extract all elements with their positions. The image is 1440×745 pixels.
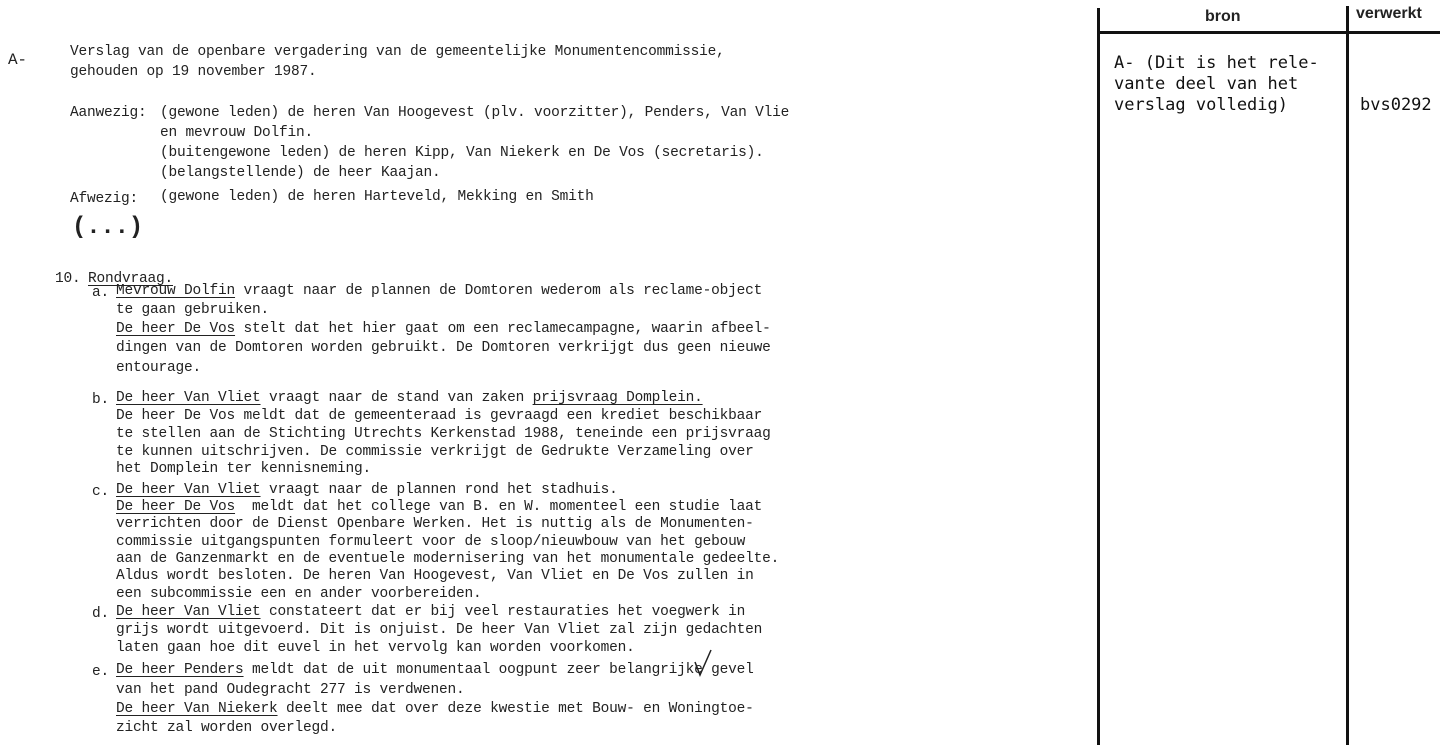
item-line (116, 408, 762, 424)
underlined-name: prijsvraag Domplein. (532, 390, 703, 406)
item-letter: c. (92, 484, 110, 500)
processed-value: bvs0292 (1360, 95, 1432, 115)
handwritten-checkmark-icon (693, 648, 713, 678)
present-line: (buitengewone leden) de heren Kipp, Van Niekerk en De Vos (secretaris). (160, 145, 764, 161)
item-text: een subcommissie een en ander voorbereiden. (116, 586, 482, 602)
omission-ellipsis: (...) (72, 214, 144, 241)
item-line (116, 640, 635, 656)
present-label: Aanwezig: (70, 105, 147, 121)
item-text: laten gaan hoe dit euvel in het vervolg kan worden voorkomen. (116, 640, 635, 656)
present-line: en mevrouw Dolfin. (160, 125, 314, 141)
present-line: (belangstellende) de heer Kaajan. (160, 165, 441, 181)
header-source: bron (1205, 8, 1241, 25)
table-border-left (1097, 8, 1100, 745)
item-text: te kunnen uitschrijven. De commissie verkrijgt de Gedrukte Verzameling over (116, 444, 754, 460)
table-border-middle (1346, 6, 1349, 745)
item-text: te stellen aan de Stichting Utrechts Kerkenstad 1988, teneinde een prijsvraag (116, 426, 771, 442)
item-text: vraagt naar de stand van zaken (260, 390, 533, 406)
item-line (116, 461, 371, 477)
title-line: gehouden op 19 november 1987. (70, 64, 317, 80)
item-line (116, 568, 754, 584)
absent-text: (gewone leden) de heren Harteveld, Mekking en Smith (160, 189, 594, 205)
item-letter: a. (92, 285, 110, 301)
item-letter: e. (92, 664, 110, 680)
section-number: 10. (55, 271, 81, 287)
absent-label: Afwezig: (70, 191, 139, 207)
item-line (116, 283, 762, 299)
item-line (116, 340, 771, 356)
underlined-name: De heer Van Vliet (116, 482, 261, 498)
item-text: Aldus wordt besloten. De heren Van Hoogevest, Van Vliet en De Vos zullen in (116, 568, 754, 584)
item-line (116, 360, 201, 376)
item-text: dingen van de Domtoren worden gebruikt. De Domtoren verkrijgt dus geen nieuwe (116, 340, 771, 356)
title-line: Verslag van de openbare vergadering van de gemeentelijke Monumentencommissie, (70, 44, 725, 60)
source-line: verslag volledig) (1114, 95, 1288, 115)
item-line (116, 701, 754, 717)
item-text: meldt dat het college van B. en W. momenteel een studie laat (235, 499, 763, 515)
item-text: aan de Ganzenmarkt en de eventuele modernisering van het monumentale gedeelte. (116, 551, 780, 567)
item-line (116, 682, 465, 698)
item-line (116, 426, 771, 442)
item-line (116, 534, 745, 550)
item-line (116, 390, 703, 406)
item-line (116, 444, 754, 460)
item-text: het Domplein ter kennisneming. (116, 461, 372, 477)
table-header-divider (1097, 31, 1440, 34)
underlined-name: De heer Penders (116, 662, 244, 678)
underlined-name: De heer De Vos (116, 499, 236, 515)
item-text: vraagt naar de plannen de Domtoren wederom als reclame-object (235, 283, 763, 299)
item-line (116, 720, 337, 736)
item-text: De heer De Vos meldt dat de gemeenteraad is gevraagd een krediet beschikbaar (116, 408, 763, 424)
underlined-name: De heer Van Vliet (116, 390, 261, 406)
item-text: te gaan gebruiken. (116, 302, 270, 318)
item-line (116, 662, 754, 678)
item-text: constateert dat er bij veel restauraties het voegwerk in (260, 604, 746, 620)
item-text: stelt dat het hier gaat om een reclamecampagne, waarin afbeel- (235, 321, 771, 337)
item-line (116, 482, 618, 498)
underlined-name: De heer Van Niekerk (116, 701, 278, 717)
item-line (116, 302, 269, 318)
underlined-name: De heer Van Vliet (116, 604, 261, 620)
item-text: entourage. (116, 360, 202, 376)
item-line (116, 622, 762, 638)
source-line: A- (Dit is het rele- (1114, 53, 1319, 73)
item-letter: d. (92, 606, 110, 622)
item-text: grijs wordt uitgevoerd. Dit is onjuist. De heer Van Vliet zal zijn gedachten (116, 622, 763, 638)
item-text: zicht zal worden overlegd. (116, 720, 338, 736)
item-letter: b. (92, 392, 110, 408)
section-title: Rondvraag. (88, 271, 174, 287)
present-line: (gewone leden) de heren Van Hoogevest (plv. voorzitter), Penders, Van Vlie (160, 105, 790, 121)
item-text: commissie uitgangspunten formuleert voor de sloop/nieuwbouw van het gebouw (116, 534, 746, 550)
item-text: verrichten door de Dienst Openbare Werken. Het is nuttig als de Monumenten- (116, 516, 754, 532)
item-line (116, 516, 754, 532)
item-text: meldt dat de uit monumentaal oogpunt zeer belangrijke gevel (243, 662, 754, 678)
item-text: van het pand Oudegracht 277 is verdwenen. (116, 682, 465, 698)
header-processed: verwerkt (1356, 5, 1422, 22)
document-marker: A- (8, 51, 27, 69)
underlined-name: Mevrouw Dolfin (116, 283, 236, 299)
item-line (116, 586, 482, 602)
underlined-name: De heer De Vos (116, 321, 236, 337)
item-line (116, 551, 779, 567)
item-line (116, 499, 762, 515)
source-line: vante deel van het (1114, 74, 1299, 94)
item-line (116, 321, 771, 337)
item-line (116, 604, 745, 620)
item-text: deelt mee dat over deze kwestie met Bouw- en Woningtoe- (277, 701, 754, 717)
item-text: vraagt naar de plannen rond het stadhuis. (260, 482, 618, 498)
